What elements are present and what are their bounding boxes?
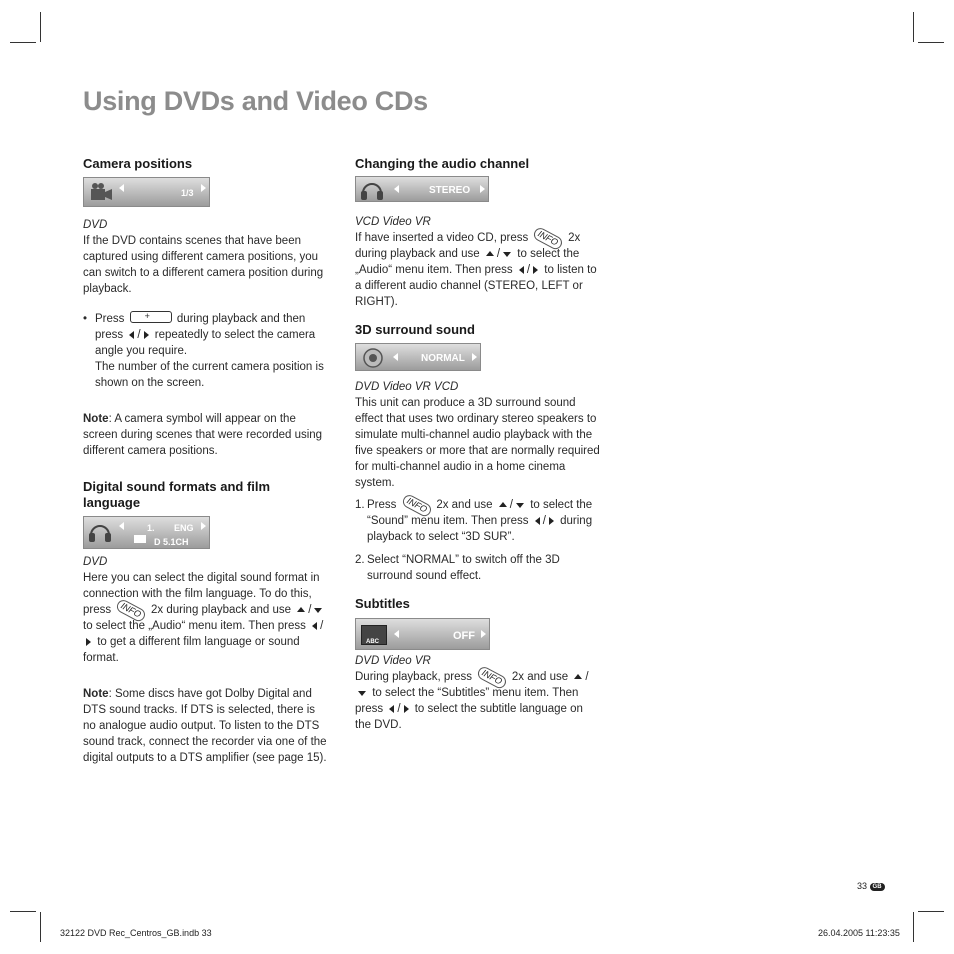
camera-device-label: DVD (83, 219, 108, 231)
step-text: Select “NORMAL” to switch off the 3D surround sound effect. (367, 554, 560, 582)
crop-mark (10, 911, 36, 912)
slash: / (496, 248, 501, 260)
left-arrow-icon (312, 622, 317, 630)
note-text: : Some discs have got Dolby Digital and DTS sound tracks. If DTS is selected, there is no analogue audio output. To listen to the DTS sound track, connect the recorder via one of the digital outputs to a DTS amplifier (see page 15). (83, 688, 327, 764)
step-number: 2. (355, 554, 365, 566)
dolby-icon (134, 535, 146, 543)
body-text: to listen to a different audio channel (STEREO, LEFT or RIGHT). (355, 264, 597, 308)
info-button-icon: INFO (476, 665, 508, 690)
surround-step-1 (355, 497, 600, 545)
subtitles-osd-bar (355, 618, 490, 650)
osd-left-arrow-icon (394, 185, 399, 193)
body-text: 2x during playback and use (151, 604, 292, 616)
up-arrow-icon (297, 607, 305, 612)
camera-angle-button-icon: + (130, 311, 172, 323)
bullet-text: during playback and then press (95, 313, 306, 341)
audio-device-label: VCD Video VR (355, 216, 431, 228)
camera-osd-value: 1/3 (181, 188, 194, 198)
right-arrow-icon (404, 705, 409, 713)
left-arrow-icon (519, 266, 524, 274)
slash: / (397, 703, 401, 715)
right-arrow-icon (86, 638, 91, 646)
note-label: Note (83, 688, 109, 700)
body-text: to get a different film language or sound format. (83, 636, 300, 664)
crop-mark (10, 42, 36, 43)
camera-positions-section (83, 156, 328, 459)
digital-osd-bar (83, 516, 210, 549)
osd-right-arrow-icon (481, 630, 486, 638)
down-arrow-icon (314, 608, 322, 613)
headphones-icon (88, 521, 114, 543)
slash: / (526, 264, 531, 276)
step-text: during playback to select “3D SUR”. (367, 515, 593, 543)
audio-osd-bar (355, 176, 489, 202)
osd-left-arrow-icon (393, 353, 398, 361)
footer-timestamp: 26.04.2005 11:23:35 (818, 928, 900, 938)
page-title: Using DVDs and Video CDs (83, 86, 428, 116)
right-arrow-icon (144, 331, 149, 339)
crop-mark (918, 42, 944, 43)
surround-step-2 (355, 552, 600, 584)
crop-mark (913, 12, 914, 42)
up-arrow-icon (486, 251, 494, 256)
slash: / (585, 671, 589, 683)
surround-heading: 3D surround sound (355, 322, 475, 337)
slash: / (542, 515, 546, 527)
digital-osd-language: ENG (174, 523, 194, 533)
right-arrow-icon (533, 266, 538, 274)
camera-bullet (83, 311, 328, 391)
body-text: to select the „Audio“ menu item. Then press (83, 620, 306, 632)
osd-left-arrow-icon (119, 522, 124, 530)
bullet-note: The number of the current camera position is shown on the screen. (95, 361, 324, 389)
down-arrow-icon (516, 503, 524, 508)
camera-note (83, 411, 328, 459)
camera-body: If the DVD contains scenes that have been captured using different camera positions, you can switch to a different camera position during playback. (83, 235, 324, 295)
subtitles-osd-value: OFF (453, 630, 475, 642)
body-text: If have inserted a video CD, press (355, 232, 529, 244)
down-arrow-icon (503, 252, 511, 257)
down-arrow-icon (358, 691, 366, 696)
body-text: to select the „Audio“ menu item. Then press (355, 248, 580, 276)
bullet-text: repeatedly to select the camera angle you require. (95, 329, 316, 357)
body-text: During playback, press (355, 671, 472, 683)
body-text: 2x during playback and use (355, 232, 581, 260)
surround-body: This unit can produce a 3D surround sound effect that uses two ordinary stereo speakers to simulate multi-channel audio playback with the five speakers or more that are normally required for multi-channel audio in a home cinema system. (355, 397, 600, 489)
crop-mark (40, 912, 41, 942)
crop-mark (913, 912, 914, 942)
slash: / (320, 620, 324, 632)
body-text: 2x and use (511, 671, 569, 683)
camera-icon (88, 181, 114, 203)
digital-osd-format: D 5.1CH (154, 537, 189, 547)
audio-channel-section (355, 156, 600, 310)
bullet-text: Press (95, 313, 125, 325)
up-arrow-icon (499, 502, 507, 507)
slash: / (137, 329, 141, 341)
crop-mark (918, 911, 944, 912)
digital-note (83, 686, 328, 766)
left-arrow-icon (389, 705, 394, 713)
right-column (355, 156, 600, 733)
digital-sound-heading: Digital sound formats and film language (83, 479, 271, 510)
slash: / (308, 604, 312, 616)
info-button-icon: INFO (115, 598, 147, 623)
footer-file-info: 32122 DVD Rec_Centros_GB.indb 33 (60, 928, 212, 938)
left-column (83, 156, 328, 766)
digital-body (83, 570, 328, 666)
left-arrow-icon (129, 331, 134, 339)
camera-osd-bar (83, 177, 210, 207)
step-text: to select the “Sound” menu item. Then press (367, 499, 593, 527)
note-text: : A camera symbol will appear on the screen during scenes that were recorded using different camera positions. (83, 413, 323, 457)
left-arrow-icon (535, 517, 540, 525)
surround-section (355, 322, 600, 584)
osd-left-arrow-icon (119, 184, 124, 192)
info-button-icon: INFO (400, 493, 432, 518)
subtitles-body (355, 669, 600, 733)
step-text: Press (367, 499, 397, 511)
osd-left-arrow-icon (394, 630, 399, 638)
body-text: to select the subtitle language on the DVD. (355, 703, 583, 731)
page-number (857, 881, 885, 891)
osd-right-arrow-icon (480, 185, 485, 193)
slash: / (509, 499, 513, 511)
audio-channel-heading: Changing the audio channel (355, 156, 530, 171)
headphones-icon (360, 179, 386, 201)
audio-osd-value: STEREO (429, 185, 471, 196)
info-button-icon: INFO (532, 226, 564, 251)
subtitles-section (355, 596, 600, 733)
language-badge: GB (870, 883, 885, 891)
osd-right-arrow-icon (201, 522, 206, 530)
surround-osd-bar (355, 343, 481, 371)
subtitles-heading: Subtitles (355, 596, 410, 611)
crop-mark (40, 12, 41, 42)
digital-device-label: DVD (83, 556, 108, 568)
step-text: 2x and use (436, 499, 493, 511)
subtitle-icon-text: ABC (366, 639, 379, 645)
up-arrow-icon (574, 674, 582, 679)
osd-right-arrow-icon (472, 353, 477, 361)
surround-device-label: DVD Video VR VCD (355, 381, 459, 393)
note-label: Note (83, 413, 109, 425)
step-number: 1. (355, 499, 365, 511)
speaker-icon (360, 347, 386, 369)
camera-positions-heading: Camera positions (83, 156, 193, 171)
subtitle-icon (361, 625, 387, 645)
audio-body (355, 230, 600, 310)
body-text: to select the “Subtitles” menu item. Then press (355, 687, 579, 715)
digital-osd-track-number: 1. (147, 523, 155, 533)
surround-osd-value: NORMAL (421, 353, 465, 364)
body-text: Here you can select the digital sound format in connection with the film language. To do this, press (83, 572, 320, 616)
subtitles-device-label: DVD Video VR (355, 655, 431, 667)
right-arrow-icon (549, 517, 554, 525)
osd-right-arrow-icon (201, 184, 206, 192)
digital-sound-section (83, 479, 328, 766)
page-number-text: 33 (857, 881, 868, 891)
